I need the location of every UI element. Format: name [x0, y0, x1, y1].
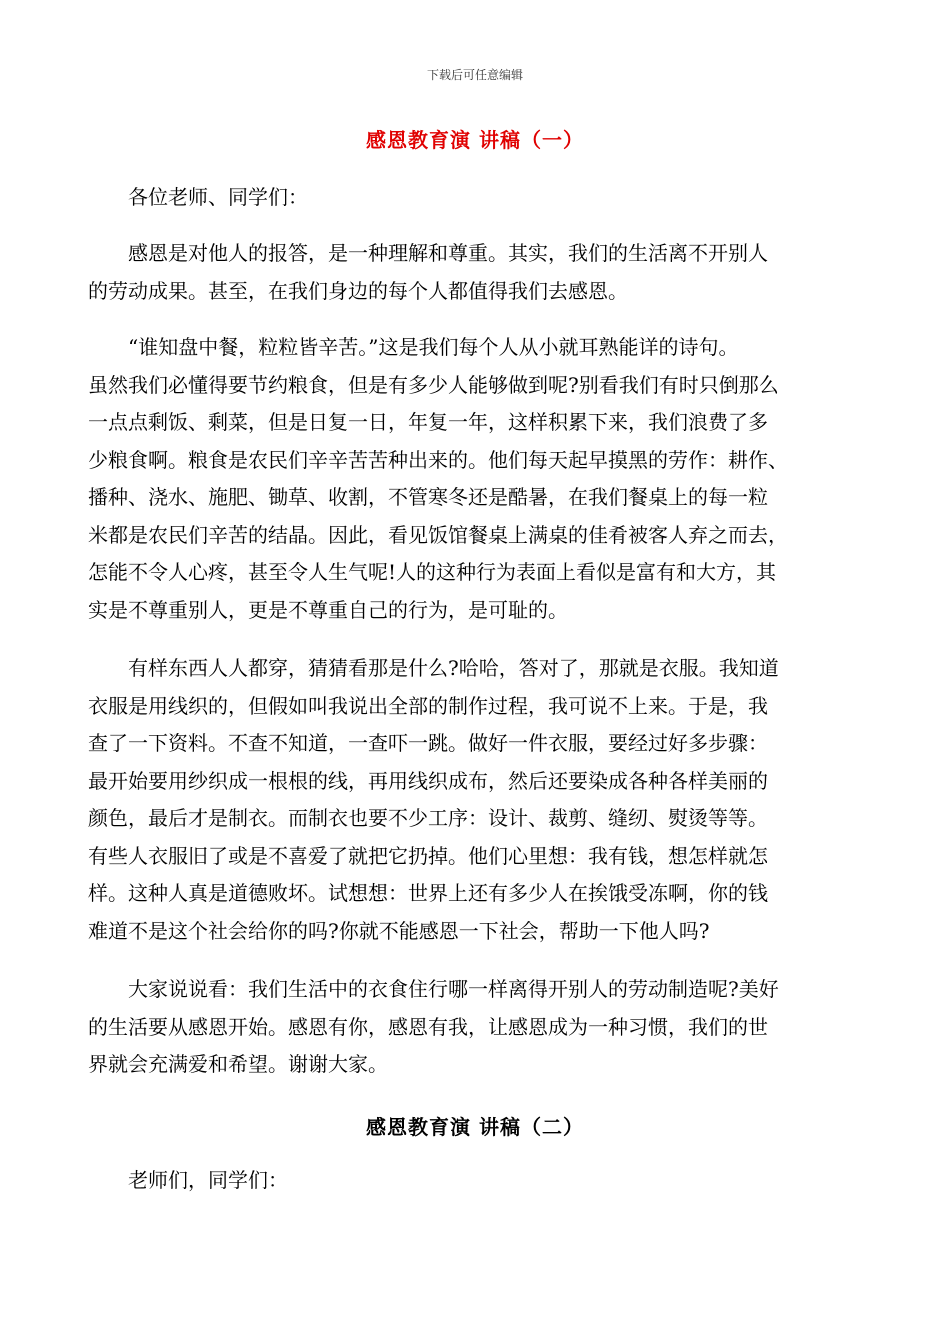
text-line: 怎能不令人心疼，甚至令人生气呢!人的这种行为表面上看似是富有和大方，其	[88, 560, 777, 584]
text-line: 感恩是对他人的报答，是一种理解和尊重。其实，我们的生活离不开别人	[88, 241, 768, 265]
paragraph-gratitude-intro	[88, 235, 860, 310]
text-line: 界就会充满爱和希望。谢谢大家。	[88, 1052, 388, 1076]
text-line: 样。这种人真是道德败坏。试想想：世界上还有多少人在挨饿受冻啊，你的钱	[88, 881, 768, 905]
text-line: 老师们，同学们：	[88, 1168, 288, 1192]
text-line: 一点点剩饭、剩菜，但是日复一日，年复一年，这样积累下来，我们浪费了多	[88, 410, 768, 434]
text-line: 各位老师、同学们：	[88, 185, 308, 209]
text-line: 米都是农民们辛苦的结晶。因此，看见饭馆餐桌上满桌的佳肴被客人弃之而去，	[88, 522, 788, 547]
text-line: 衣服是用线织的，但假如叫我说出全部的制作过程，我可说不上来。于是，我	[88, 693, 768, 718]
text-line: 颜色，最后才是制衣。而制衣也要不少工序：设计、裁剪、缝纫、熨烫等等。	[88, 806, 768, 830]
paragraph-food	[88, 329, 860, 629]
paragraph-clothes	[88, 650, 860, 950]
text-line: 有样东西人人都穿，猜猜看那是什么?哈哈，答对了，那就是衣服。我知道	[88, 656, 779, 680]
title-speech-one: 感恩教育演 讲稿（一）	[366, 128, 584, 152]
text-line: 的生活要从感恩开始。感恩有你，感恩有我，让感恩成为一种习惯，我们的世	[88, 1014, 768, 1039]
text-line: 难道不是这个社会给你的吗?你就不能感恩一下社会，帮助一下他人吗?	[88, 918, 710, 943]
paragraph-closing	[88, 971, 860, 1084]
text-line: 虽然我们必懂得要节约粮食，但是有多少人能够做到呢?别看我们有时只倒那么	[88, 372, 779, 397]
text-line: 查了一下资料。不查不知道，一查吓一跳。做好一件衣服，要经过好多步骤：	[88, 731, 768, 755]
text-line: 的劳动成果。甚至，在我们身边的每个人都值得我们去感恩。	[88, 278, 628, 303]
page-header: 下载后可任意编辑	[426, 68, 523, 82]
paragraph-greeting	[88, 179, 860, 217]
text-line: 少粮食啊。粮食是农民们辛辛苦苦种出来的。他们每天起早摸黑的劳作：耕作、	[88, 447, 788, 472]
text-line: “谁知盘中餐，粒粒皆辛苦。”这是我们每个人从小就耳熟能详的诗句。	[88, 335, 739, 359]
text-line: 实是不尊重别人，更是不尊重自己的行为，是可耻的。	[88, 597, 568, 622]
title-speech-two: 感恩教育演 讲稿（二）	[366, 1115, 584, 1139]
paragraph-greeting-two	[88, 1162, 860, 1200]
text-line: 最开始要用纱织成一根根的线，再用线织成布，然后还要染成各种各样美丽的	[88, 768, 768, 793]
text-line: 大家说说看：我们生活中的衣食住行哪一样离得开别人的劳动制造呢?美好	[88, 977, 779, 1001]
text-line: 播种、浇水、施肥、锄草、收割，不管寒冬还是酷暑，在我们餐桌上的每一粒	[88, 485, 768, 509]
text-line: 有些人衣服旧了或是不喜爱了就把它扔掉。他们心里想：我有钱，想怎样就怎	[88, 843, 768, 868]
